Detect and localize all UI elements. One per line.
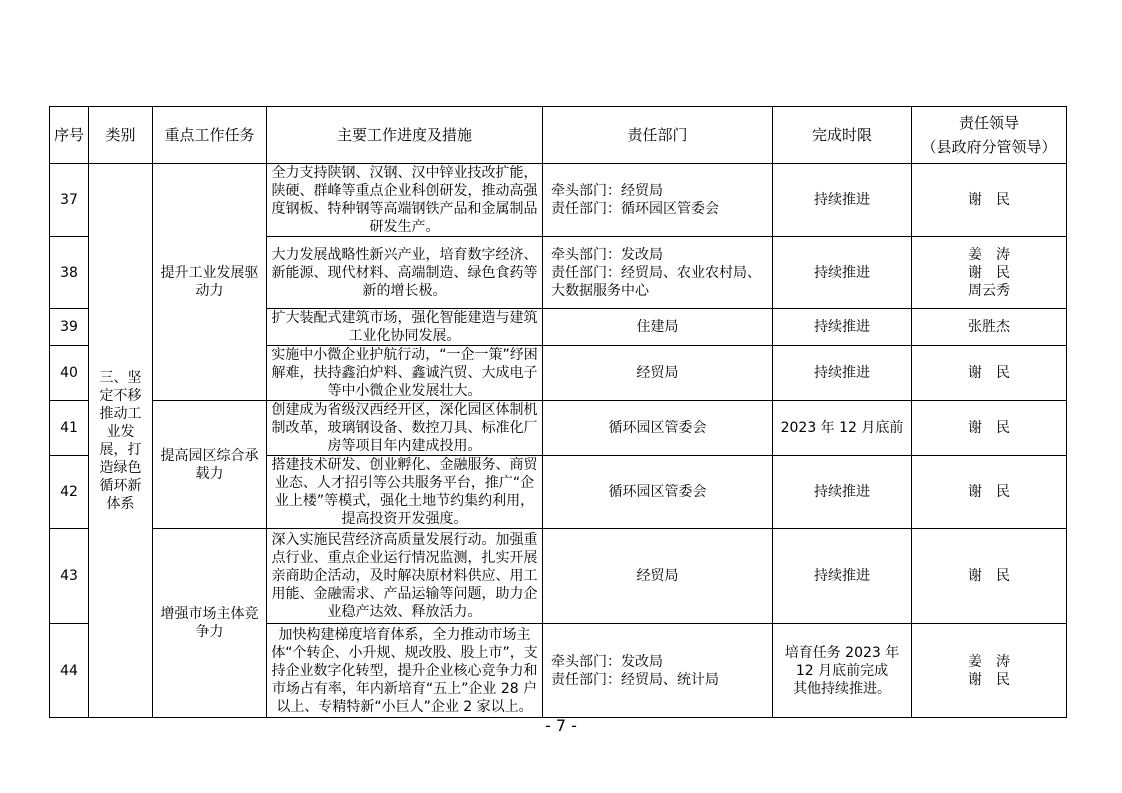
row-seq: 40 [50, 346, 89, 401]
row-seq: 41 [50, 401, 89, 456]
leader-name: 谢 民 [968, 484, 1010, 500]
header-deadline: 完成时限 [773, 107, 912, 164]
header-leader-line1: 责任领导 [958, 114, 1019, 132]
department-cell [543, 456, 773, 529]
leader-name: 谢 民 [968, 671, 1010, 688]
department-line: 经贸局 [636, 365, 679, 381]
row-seq: 37 [50, 164, 89, 237]
measure-cell: 大力发展战略性新兴产业，培育数字经济、新能源、现代材料、高端制造、绿色食药等新的增长极。 [267, 237, 543, 309]
leader-name: 谢 民 [968, 365, 1010, 381]
deadline-cell [773, 624, 912, 718]
department-line: 循环园区管委会 [608, 484, 707, 500]
department-cell [543, 164, 773, 237]
table-row [50, 164, 1067, 237]
header-leader-line2: （县政府分管领导） [921, 138, 1057, 156]
department-line: 牵头部门：经贸局 [551, 183, 663, 199]
leader-cell [912, 237, 1067, 309]
measure-cell: 加快构建梯度培育体系，全力推动市场主体“个转企、小升规、规改股、股上市”，支持企业数字化转型，提升企业核心竞争力和市场占有率，年内新培育“五上”企业 28 户以上、专精特新“小巨人”企业 2 家以上。 [267, 624, 543, 718]
department-line: 循环园区管委会 [608, 420, 707, 436]
row-seq: 39 [50, 309, 89, 346]
task-table [49, 106, 1067, 718]
leader-name: 周云秀 [968, 282, 1010, 299]
leader-cell [912, 309, 1067, 346]
row-seq: 38 [50, 237, 89, 309]
row-seq: 43 [50, 529, 89, 624]
department-line: 责任部门：经贸局、农业农村局、 [551, 264, 761, 281]
header-category: 类别 [89, 107, 153, 164]
table-row [50, 401, 1067, 456]
row-seq: 42 [50, 456, 89, 529]
task-cell: 提高园区综合承载力 [153, 401, 267, 529]
measure-cell: 实施中小微企业护航行动，“一企一策”纾困解难，扶持鑫泊炉料、鑫诚汽贸、大成电子等中小微企业发展壮大。 [267, 346, 543, 401]
department-line: 大数据服务中心 [551, 282, 649, 299]
table-row [50, 529, 1067, 624]
leader-name: 姜 涛 [968, 246, 1010, 263]
leader-cell [912, 456, 1067, 529]
header-seq: 序号 [50, 107, 89, 164]
measure-cell: 全力支持陕钢、汉钢、汉中锌业技改扩能，陕硬、群峰等重点企业科创研发，推动高强度钢板、特种钢等高端钢铁产品和金属制品研发生产。 [267, 164, 543, 237]
department-cell [543, 624, 773, 718]
category-cell: 三、坚定不移推动工业发展，打造绿色循环新体系 [89, 164, 153, 718]
department-line: 住建局 [636, 319, 679, 335]
department-line: 牵头部门：发改局 [551, 246, 663, 263]
department-line: 经贸局 [636, 568, 679, 584]
leader-name: 张胜杰 [968, 319, 1010, 335]
deadline-line: 其他持续推进。 [793, 680, 891, 697]
department-cell [543, 237, 773, 309]
task-cell: 提升工业发展驱动力 [153, 164, 267, 401]
department-line: 责任部门：经贸局、统计局 [551, 671, 719, 688]
header-task: 重点工作任务 [153, 107, 267, 164]
deadline-cell: 持续推进 [773, 237, 912, 309]
measure-cell: 创建成为省级汉西经开区，深化园区体制机制改革，玻璃钢设备、数控刀具、标准化厂房等项目年内建成投用。 [267, 401, 543, 456]
header-department: 责任部门 [543, 107, 773, 164]
deadline-cell: 持续推进 [773, 309, 912, 346]
header-leader [912, 107, 1067, 164]
department-cell [543, 401, 773, 456]
leader-name: 谢 民 [968, 420, 1010, 436]
department-cell [543, 346, 773, 401]
page-number: - 7 - [545, 716, 577, 735]
measure-cell: 搭建技术研发、创业孵化、金融服务、商贸业态、人才招引等公共服务平台，推广“企业上楼”等模式，强化土地节约集约利用，提高投资开发强度。 [267, 456, 543, 529]
deadline-cell: 持续推进 [773, 346, 912, 401]
leader-name: 谢 民 [968, 264, 1010, 281]
department-cell [543, 309, 773, 346]
deadline-cell: 2023 年 12 月底前 [773, 401, 912, 456]
department-line: 牵头部门：发改局 [551, 653, 663, 670]
leader-cell [912, 529, 1067, 624]
deadline-line: 培育任务 2023 年 [784, 644, 900, 661]
task-cell: 增强市场主体竞争力 [153, 529, 267, 718]
deadline-cell: 持续推进 [773, 456, 912, 529]
deadline-cell: 持续推进 [773, 164, 912, 237]
leader-name: 谢 民 [968, 568, 1010, 584]
department-line: 责任部门：循环园区管委会 [551, 201, 719, 217]
leader-cell [912, 164, 1067, 237]
measure-cell: 深入实施民营经济高质量发展行动。加强重点行业、重点企业运行情况监测，扎实开展亲商助企活动，及时解决原材料供应、用工用能、金融需求、产品运输等问题，助力企业稳产达效、释放活力。 [267, 529, 543, 624]
header-measures: 主要工作进度及措施 [267, 107, 543, 164]
row-seq: 44 [50, 624, 89, 718]
leader-cell [912, 624, 1067, 718]
leader-name: 谢 民 [968, 192, 1010, 208]
leader-cell [912, 346, 1067, 401]
leader-name: 姜 涛 [968, 653, 1010, 670]
deadline-line: 12 月底前完成 [795, 662, 889, 679]
header-row [50, 107, 1067, 164]
leader-cell [912, 401, 1067, 456]
measure-cell: 扩大装配式建筑市场，强化智能建造与建筑工业化协同发展。 [267, 309, 543, 346]
deadline-cell: 持续推进 [773, 529, 912, 624]
department-cell [543, 529, 773, 624]
